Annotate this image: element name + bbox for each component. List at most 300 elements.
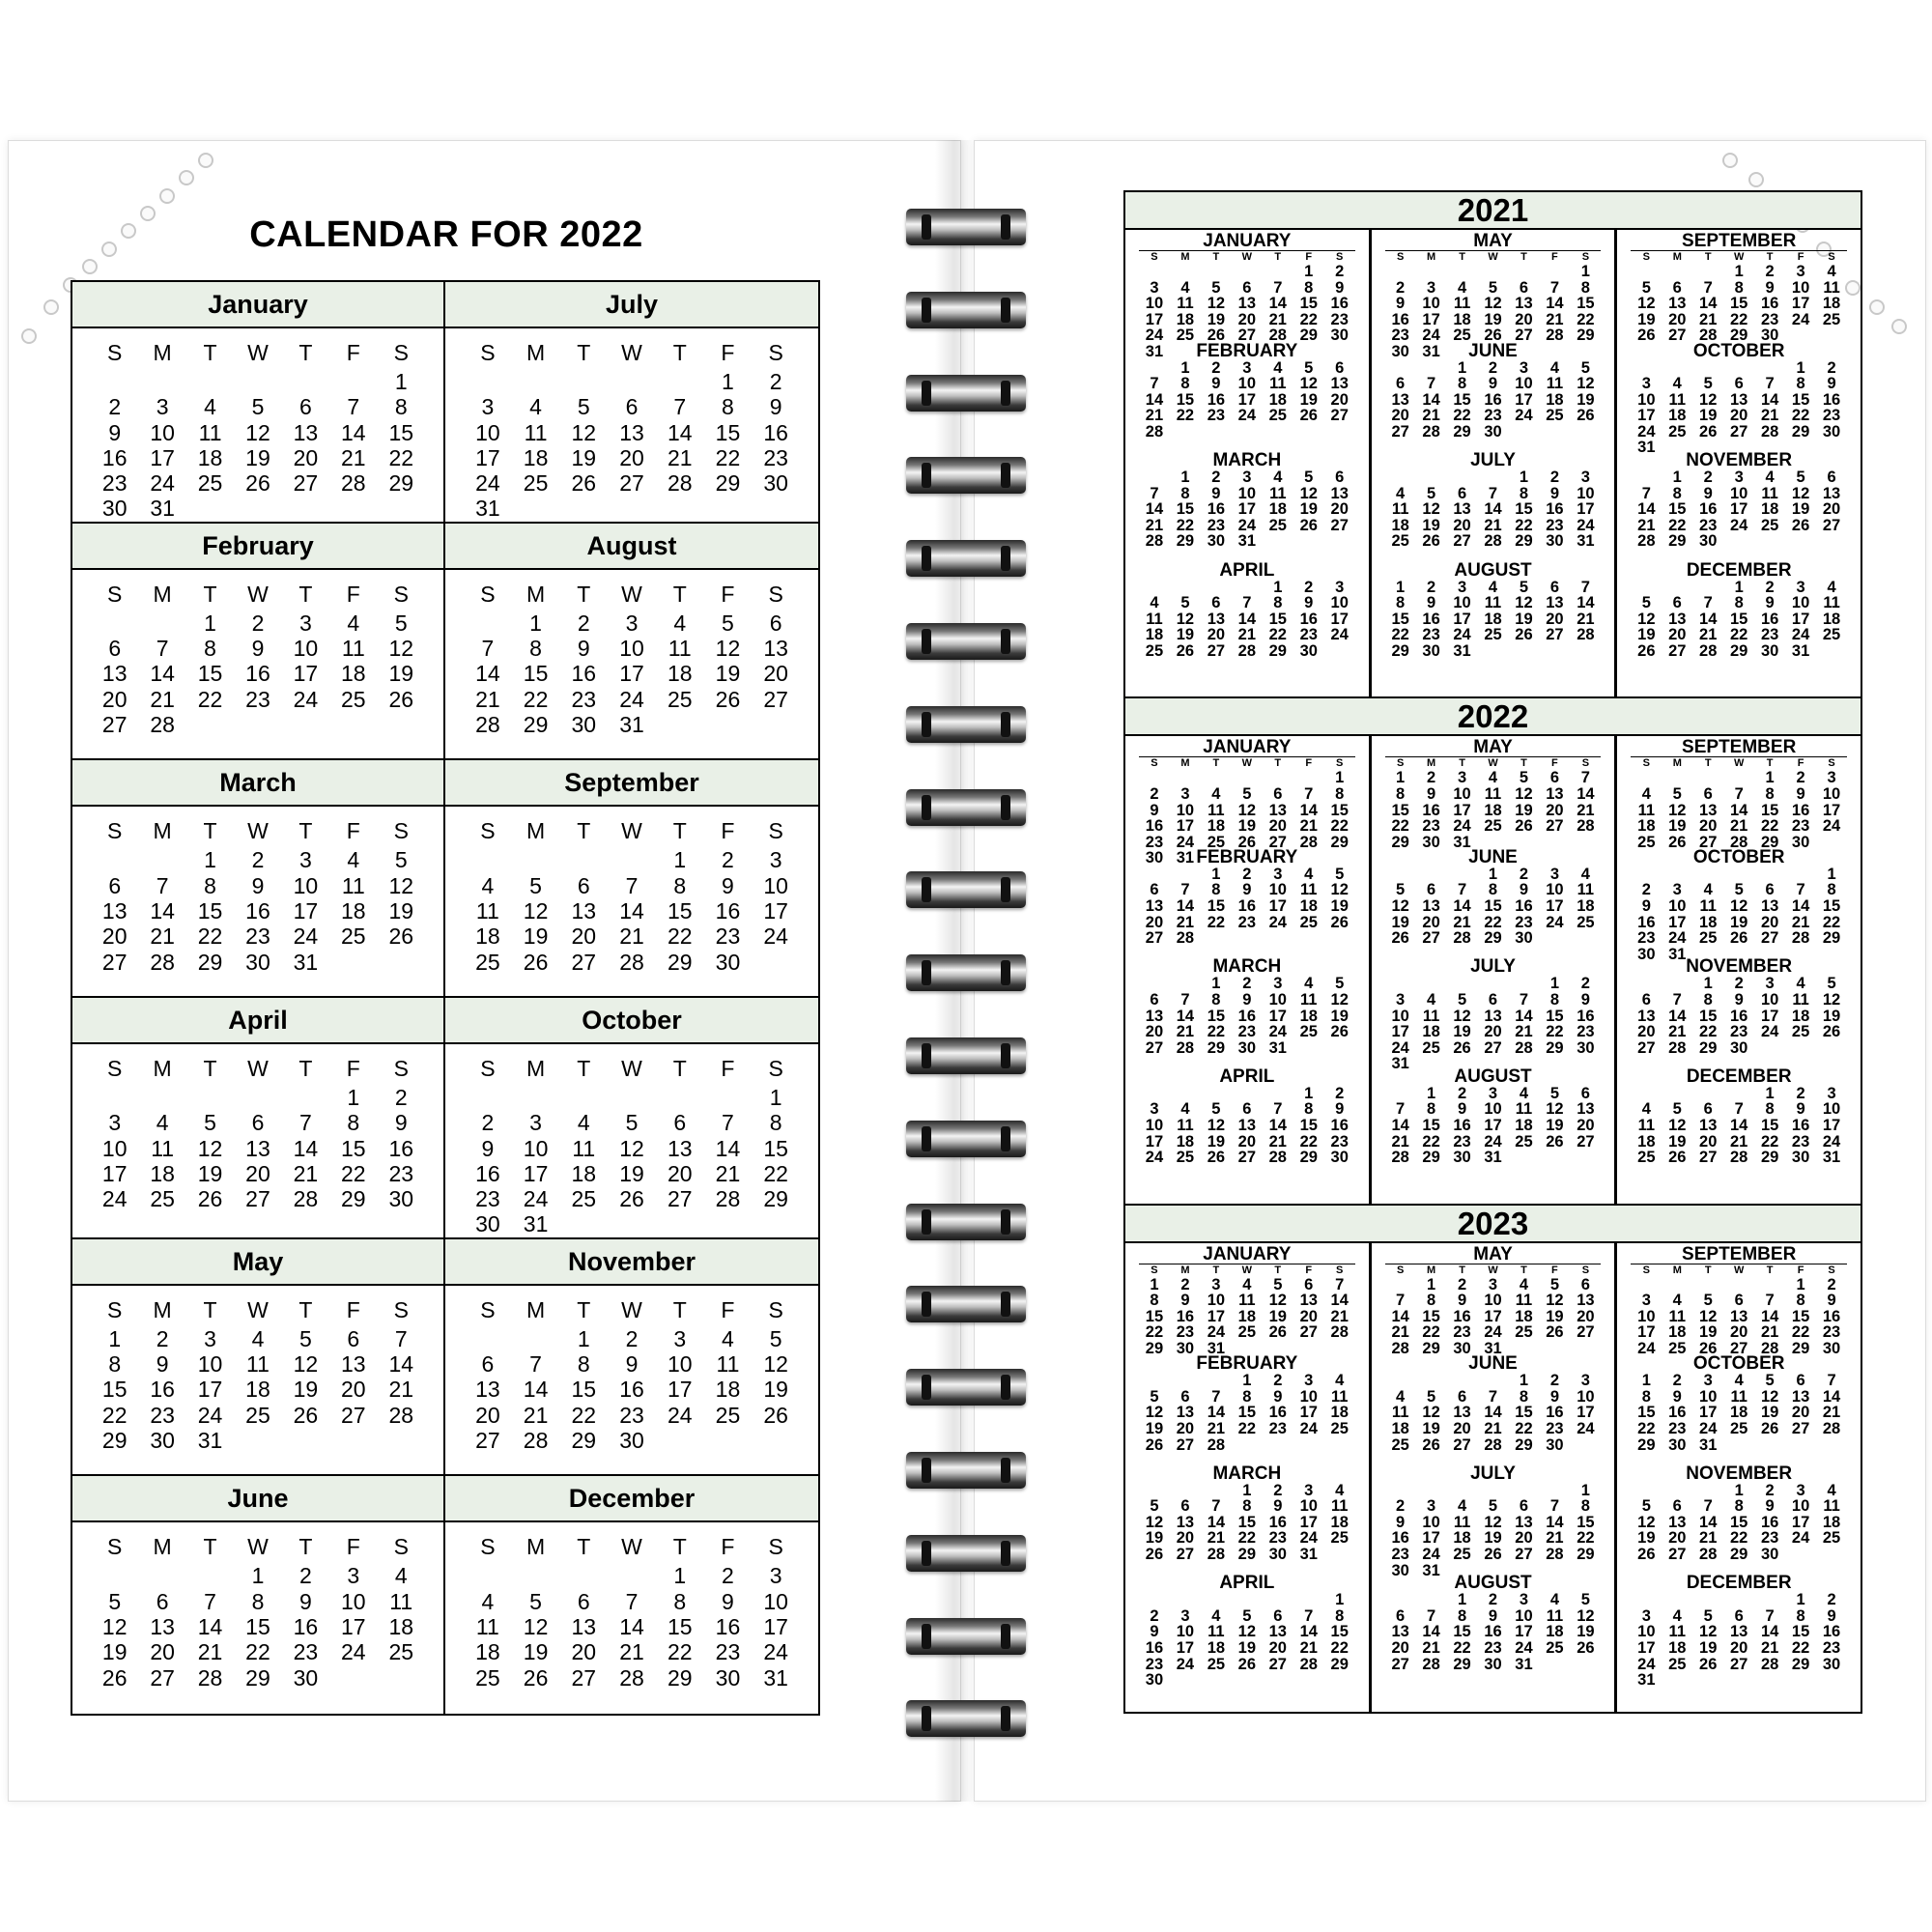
day-cell: 28 bbox=[1730, 833, 1748, 851]
day-cell: 28 bbox=[1299, 1655, 1318, 1673]
week-row bbox=[1385, 501, 1602, 518]
week-row bbox=[1631, 296, 1847, 312]
day-cell bbox=[91, 369, 138, 394]
day-cell: 10 bbox=[763, 872, 788, 898]
day-cell: 2 bbox=[1335, 263, 1345, 280]
day-cell: 5 bbox=[1549, 1275, 1559, 1293]
week-row bbox=[1631, 501, 1847, 518]
day-cell bbox=[1570, 1056, 1601, 1072]
day-cell: 11 bbox=[668, 636, 692, 662]
day-cell: 12 bbox=[1637, 610, 1656, 628]
day-cell: 13 bbox=[571, 897, 597, 923]
day-cell bbox=[1508, 424, 1539, 440]
month-july bbox=[1385, 451, 1602, 561]
day-cell: 27 bbox=[1730, 1340, 1748, 1358]
day-cell: 2 bbox=[1457, 1275, 1467, 1293]
day-cell: 5 bbox=[1488, 1497, 1498, 1516]
day-cell: 30 bbox=[1822, 1655, 1841, 1673]
day-cell: 27 bbox=[1822, 516, 1841, 534]
day-cell: 23 bbox=[475, 1186, 500, 1212]
week-row bbox=[464, 394, 800, 419]
day-cell: 30 bbox=[571, 711, 597, 737]
day-cell: 31 bbox=[1453, 833, 1471, 851]
day-cell bbox=[1631, 976, 1662, 992]
day-cell: 4 bbox=[251, 1325, 265, 1351]
day-cell: 29 bbox=[667, 1664, 693, 1690]
day-cell bbox=[1723, 1437, 1754, 1454]
day-cell: 29 bbox=[1515, 1435, 1533, 1454]
day-cell: 21 bbox=[197, 1639, 223, 1665]
day-cell: 26 bbox=[1577, 407, 1595, 425]
month-name: December bbox=[445, 1476, 818, 1522]
day-cell: 5 bbox=[299, 1325, 312, 1351]
day-cell: 14 bbox=[1730, 1117, 1748, 1135]
week-row bbox=[1385, 627, 1602, 643]
day-cell bbox=[1785, 1672, 1816, 1689]
day-cell bbox=[1816, 835, 1847, 851]
day-cell: 17 bbox=[1207, 1307, 1226, 1325]
day-cell: 24 bbox=[1822, 1132, 1841, 1151]
day-cell: 29 bbox=[1207, 1038, 1226, 1057]
month-name: September bbox=[445, 760, 818, 807]
month-april bbox=[1139, 561, 1355, 671]
day-cell: 2 bbox=[1242, 975, 1252, 993]
day-cell: 16 bbox=[1176, 1307, 1195, 1325]
day-cell: 19 bbox=[388, 661, 414, 687]
day-cell: 22 bbox=[1453, 407, 1471, 425]
day-cell bbox=[1170, 1592, 1201, 1608]
day-cell: 2 bbox=[1488, 358, 1498, 377]
spiral-coil bbox=[906, 706, 1026, 743]
day-cell: 15 bbox=[1699, 1007, 1718, 1025]
day-cell: 5 bbox=[1641, 1497, 1651, 1516]
day-cell: 3 bbox=[1457, 769, 1467, 787]
day-cell: 25 bbox=[1268, 516, 1287, 534]
day-cell: 23 bbox=[1637, 929, 1656, 948]
day-cell: 21 bbox=[150, 686, 175, 712]
day-cell bbox=[656, 1428, 704, 1453]
spiral-coil bbox=[906, 1286, 1026, 1322]
day-cell: 18 bbox=[1145, 626, 1164, 644]
day-cell: 16 bbox=[1760, 610, 1779, 628]
day-cell: 10 bbox=[1668, 897, 1687, 916]
day-cell bbox=[752, 496, 800, 521]
day-cell: 19 bbox=[1637, 1529, 1656, 1548]
day-cell: 22 bbox=[1237, 1529, 1257, 1548]
day-cell: 11 bbox=[1730, 1387, 1747, 1406]
day-cell: 10 bbox=[1699, 1387, 1718, 1406]
day-cell bbox=[1631, 1483, 1662, 1499]
weekday-label: W bbox=[1733, 1264, 1745, 1276]
day-cell: 18 bbox=[523, 444, 549, 470]
weekday-label: M bbox=[526, 1534, 546, 1560]
day-cell: 27 bbox=[341, 1402, 366, 1428]
day-cell: 18 bbox=[150, 1160, 175, 1186]
day-cell: 6 bbox=[1549, 769, 1559, 787]
day-cell: 3 bbox=[1641, 1292, 1651, 1310]
day-cell: 15 bbox=[1760, 1117, 1779, 1135]
day-cell: 20 bbox=[1637, 1023, 1656, 1041]
day-cell: 10 bbox=[523, 1135, 549, 1161]
day-cell: 29 bbox=[763, 1186, 788, 1212]
weekday-label: S bbox=[1828, 251, 1835, 263]
day-cell bbox=[1785, 1437, 1816, 1454]
day-cell: 23 bbox=[1791, 1132, 1810, 1151]
week-row bbox=[464, 661, 800, 686]
day-cell: 13 bbox=[1822, 484, 1841, 502]
day-cell: 31 bbox=[1237, 532, 1257, 551]
day-cell: 26 bbox=[715, 686, 741, 712]
day-cell bbox=[1263, 770, 1293, 786]
day-cell: 18 bbox=[571, 1160, 597, 1186]
day-cell: 4 bbox=[156, 1110, 169, 1136]
week-row bbox=[1385, 1309, 1602, 1325]
day-cell bbox=[1539, 1657, 1570, 1673]
month-name: FEBRUARY bbox=[1196, 340, 1298, 361]
week-row bbox=[1139, 1437, 1355, 1454]
day-cell: 5 bbox=[1734, 881, 1744, 899]
day-cell bbox=[1662, 1086, 1692, 1102]
week-row bbox=[1139, 1672, 1355, 1689]
day-cell: 21 bbox=[1176, 1023, 1195, 1041]
week-row bbox=[91, 661, 425, 686]
month-column bbox=[1372, 736, 1618, 1205]
day-cell: 22 bbox=[245, 1639, 270, 1665]
day-cell: 11 bbox=[1668, 1307, 1686, 1325]
day-cell: 24 bbox=[1299, 1419, 1318, 1437]
day-cell: 26 bbox=[571, 470, 597, 497]
day-cell: 18 bbox=[1207, 1638, 1226, 1657]
day-cell: 1 bbox=[577, 1325, 590, 1351]
week-row bbox=[1631, 1672, 1847, 1689]
month-column bbox=[1372, 230, 1618, 698]
week-row bbox=[1631, 264, 1847, 280]
day-cell: 18 bbox=[1791, 1007, 1810, 1025]
week-row bbox=[1139, 1515, 1355, 1531]
spiral-coil bbox=[906, 1535, 1026, 1572]
day-cell: 22 bbox=[1207, 1023, 1226, 1041]
day-cell: 14 bbox=[1760, 1307, 1779, 1325]
weekday-label: S bbox=[768, 1296, 783, 1322]
day-cell: 27 bbox=[1330, 516, 1349, 534]
day-cell: 28 bbox=[1760, 422, 1779, 440]
weekday-label: F bbox=[346, 581, 360, 607]
day-cell bbox=[1631, 264, 1662, 280]
day-cell: 29 bbox=[571, 1427, 597, 1453]
day-cell: 16 bbox=[1668, 1404, 1687, 1422]
weekday-label: T bbox=[1212, 251, 1220, 263]
day-cell: 14 bbox=[1145, 500, 1164, 519]
month-name: February bbox=[72, 524, 443, 570]
day-cell: 31 bbox=[1145, 342, 1164, 360]
day-cell bbox=[378, 1665, 425, 1690]
day-cell: 17 bbox=[1515, 390, 1533, 409]
day-cell: 6 bbox=[1396, 1606, 1406, 1625]
week-row bbox=[1631, 930, 1847, 947]
day-cell: 4 bbox=[1335, 1372, 1345, 1390]
day-cell: 13 bbox=[1145, 897, 1164, 916]
day-cell: 21 bbox=[1699, 1529, 1718, 1548]
day-cell: 1 bbox=[1580, 1481, 1590, 1499]
day-cell: 20 bbox=[475, 1402, 500, 1428]
week-row bbox=[1631, 1592, 1847, 1608]
day-cell: 25 bbox=[1299, 1023, 1318, 1041]
day-cell: 17 bbox=[1791, 610, 1810, 628]
day-cell: 29 bbox=[1176, 532, 1195, 551]
day-cell: 12 bbox=[1453, 1007, 1471, 1025]
day-cell bbox=[1232, 770, 1263, 786]
day-cell: 22 bbox=[1484, 913, 1502, 931]
day-cell: 10 bbox=[1145, 1117, 1164, 1135]
weekday-header bbox=[91, 580, 425, 611]
day-cell bbox=[1816, 533, 1847, 550]
weekday-label: M bbox=[526, 581, 546, 607]
day-cell: 27 bbox=[1176, 1435, 1195, 1454]
week-row bbox=[464, 1403, 800, 1428]
day-cell: 17 bbox=[763, 1613, 788, 1639]
day-cell: 23 bbox=[150, 1402, 175, 1428]
day-cell: 5 bbox=[529, 1588, 542, 1614]
day-cell: 13 bbox=[475, 1377, 500, 1403]
day-cell: 16 bbox=[1453, 1117, 1471, 1135]
day-cell: 8 bbox=[1427, 1292, 1436, 1310]
day-cell: 7 bbox=[1150, 484, 1159, 502]
day-cell: 24 bbox=[1299, 1529, 1318, 1548]
day-cell bbox=[1447, 469, 1478, 486]
day-cell: 25 bbox=[1637, 1149, 1656, 1167]
day-cell: 26 bbox=[1330, 913, 1349, 931]
spiral-coil bbox=[906, 1700, 1026, 1737]
day-cell: 11 bbox=[1177, 1117, 1194, 1135]
day-cell: 26 bbox=[101, 1664, 128, 1690]
weekday-label: M bbox=[1427, 1264, 1436, 1276]
day-cell: 15 bbox=[523, 661, 549, 687]
day-cell: 11 bbox=[716, 1351, 740, 1378]
day-cell: 24 bbox=[1699, 1419, 1718, 1437]
day-cell: 1 bbox=[722, 369, 734, 394]
day-cell: 22 bbox=[1268, 626, 1287, 644]
day-cell: 27 bbox=[1730, 1655, 1748, 1673]
day-cell: 29 bbox=[341, 1186, 366, 1212]
day-cell bbox=[752, 1211, 800, 1236]
day-cell: 6 bbox=[769, 610, 782, 636]
day-cell bbox=[704, 496, 753, 521]
week-row bbox=[1139, 1389, 1355, 1406]
day-cell bbox=[464, 611, 512, 636]
day-cell: 20 bbox=[1577, 1117, 1595, 1135]
day-cell: 13 bbox=[763, 636, 788, 662]
day-cell bbox=[1662, 1277, 1692, 1293]
day-cell: 10 bbox=[1822, 784, 1841, 803]
day-cell: 10 bbox=[341, 1588, 366, 1614]
day-cell: 25 bbox=[571, 1186, 597, 1212]
month-name: NOVEMBER bbox=[1686, 1463, 1793, 1484]
weekday-label: F bbox=[1797, 251, 1804, 263]
week-row bbox=[1631, 643, 1847, 660]
day-cell bbox=[234, 1085, 281, 1110]
day-cell: 30 bbox=[619, 1427, 644, 1453]
day-cell: 21 bbox=[1145, 407, 1164, 425]
day-cell: 7 bbox=[1396, 1100, 1406, 1119]
punch-hole bbox=[43, 299, 59, 315]
day-cell: 6 bbox=[1672, 594, 1682, 612]
week-row bbox=[91, 1326, 425, 1351]
day-cell bbox=[1293, 930, 1324, 947]
day-cell: 27 bbox=[101, 711, 128, 737]
day-cell: 22 bbox=[1176, 407, 1195, 425]
weekday-label: T bbox=[1520, 757, 1527, 770]
day-cell: 10 bbox=[197, 1351, 223, 1378]
day-cell bbox=[752, 1428, 800, 1453]
day-cell: 31 bbox=[1268, 1038, 1287, 1057]
day-cell: 18 bbox=[1391, 1419, 1409, 1437]
day-cell: 13 bbox=[1176, 1404, 1195, 1422]
day-cell: 4 bbox=[1488, 769, 1498, 787]
spiral-coil bbox=[906, 789, 1026, 826]
day-cell bbox=[1170, 976, 1201, 992]
week-row bbox=[1631, 518, 1847, 534]
month-column bbox=[1617, 1243, 1861, 1712]
day-cell: 31 bbox=[523, 1211, 549, 1237]
day-cell: 24 bbox=[1484, 1323, 1502, 1342]
day-cell: 17 bbox=[1577, 500, 1595, 519]
month-name: JUNE bbox=[1468, 1353, 1518, 1375]
day-cell: 26 bbox=[388, 923, 414, 950]
day-cell: 20 bbox=[1145, 913, 1164, 931]
day-cell: 19 bbox=[1145, 1419, 1164, 1437]
day-cell: 20 bbox=[1299, 1307, 1318, 1325]
day-cell: 22 bbox=[523, 686, 549, 712]
day-cell: 6 bbox=[1273, 784, 1283, 803]
day-cell: 31 bbox=[1176, 849, 1195, 867]
day-cell: 29 bbox=[1577, 1546, 1595, 1564]
day-cell: 25 bbox=[388, 1639, 414, 1665]
day-cell: 4 bbox=[1242, 1275, 1252, 1293]
day-cell: 12 bbox=[1699, 390, 1718, 409]
day-cell: 9 bbox=[1734, 990, 1744, 1009]
day-cell: 26 bbox=[1330, 1023, 1349, 1041]
day-cell: 20 bbox=[1730, 1323, 1748, 1342]
day-cell: 20 bbox=[763, 661, 788, 687]
week-row bbox=[1385, 611, 1602, 628]
day-cell: 8 bbox=[1641, 1387, 1651, 1406]
month-days bbox=[72, 1286, 443, 1453]
day-cell: 30 bbox=[1546, 532, 1564, 551]
month-name: October bbox=[445, 998, 818, 1044]
day-cell: 6 bbox=[1211, 594, 1221, 612]
day-cell: 10 bbox=[293, 872, 319, 898]
day-cell: 3 bbox=[1335, 578, 1345, 596]
day-cell: 23 bbox=[101, 470, 128, 497]
punch-hole bbox=[21, 328, 37, 344]
day-cell: 20 bbox=[1237, 1132, 1257, 1151]
month-name: March bbox=[72, 760, 443, 807]
day-cell: 13 bbox=[1422, 897, 1440, 916]
day-cell: 8 bbox=[673, 1588, 687, 1614]
day-cell: 28 bbox=[1422, 1655, 1440, 1673]
day-cell bbox=[1478, 976, 1509, 992]
day-cell: 27 bbox=[475, 1427, 500, 1453]
day-cell bbox=[1293, 1437, 1324, 1454]
weekday-label: M bbox=[1180, 251, 1190, 263]
day-cell: 28 bbox=[1268, 327, 1287, 345]
day-cell: 23 bbox=[1822, 407, 1841, 425]
week-row bbox=[1631, 1437, 1847, 1454]
month-august bbox=[1385, 1574, 1602, 1684]
week-row bbox=[1385, 992, 1602, 1009]
day-cell: 20 bbox=[1391, 407, 1409, 425]
day-cell bbox=[1447, 1373, 1478, 1389]
weekday-label: F bbox=[1551, 757, 1558, 770]
day-cell: 8 bbox=[1457, 375, 1467, 393]
day-cell: 1 bbox=[1580, 263, 1590, 280]
weekday-label: M bbox=[153, 1056, 172, 1081]
day-cell: 24 bbox=[1268, 1023, 1287, 1041]
day-cell: 19 bbox=[1207, 310, 1226, 328]
day-cell: 18 bbox=[1268, 500, 1287, 519]
day-cell: 6 bbox=[1457, 1387, 1467, 1406]
month-days bbox=[445, 328, 818, 522]
day-cell: 3 bbox=[1304, 1372, 1314, 1390]
day-cell: 12 bbox=[1422, 1404, 1440, 1422]
day-cell bbox=[1201, 770, 1232, 786]
weekday-label: T bbox=[672, 1534, 687, 1560]
day-cell: 16 bbox=[1760, 1513, 1779, 1531]
day-cell: 5 bbox=[1641, 594, 1651, 612]
day-cell: 16 bbox=[1237, 897, 1257, 916]
week-row bbox=[1631, 1101, 1847, 1118]
day-cell: 8 bbox=[1396, 784, 1406, 803]
day-cell: 28 bbox=[1730, 1149, 1748, 1167]
month-column bbox=[1617, 736, 1861, 1205]
weekday-label: T bbox=[203, 1056, 217, 1081]
day-cell bbox=[1416, 1483, 1447, 1499]
day-cell bbox=[1416, 1056, 1447, 1072]
day-cell: 30 bbox=[1760, 327, 1779, 345]
weekday-label: W bbox=[1733, 757, 1745, 770]
day-cell: 19 bbox=[571, 444, 597, 470]
day-cell: 5 bbox=[1242, 1606, 1252, 1625]
day-cell: 17 bbox=[1822, 801, 1841, 819]
day-cell: 2 bbox=[1427, 769, 1436, 787]
day-cell: 30 bbox=[388, 1186, 414, 1212]
day-cell: 7 bbox=[1580, 769, 1590, 787]
day-cell bbox=[512, 847, 560, 872]
week-row bbox=[1385, 376, 1602, 392]
day-cell bbox=[1293, 1672, 1324, 1689]
weekday-header bbox=[464, 1054, 800, 1085]
day-cell: 2 bbox=[1273, 1372, 1283, 1390]
day-cell: 29 bbox=[1453, 422, 1471, 440]
day-cell: 25 bbox=[475, 1664, 500, 1690]
day-cell: 24 bbox=[667, 1402, 693, 1428]
day-cell: 12 bbox=[1422, 500, 1440, 519]
day-cell: 12 bbox=[1760, 1387, 1779, 1406]
spiral-coil bbox=[906, 1369, 1026, 1406]
day-cell bbox=[1539, 643, 1570, 660]
day-cell: 6 bbox=[1519, 1497, 1529, 1516]
day-cell bbox=[1385, 264, 1416, 280]
day-cell bbox=[1478, 1483, 1509, 1499]
day-cell: 28 bbox=[1577, 817, 1595, 836]
day-cell: 22 bbox=[1515, 1419, 1533, 1437]
day-cell: 3 bbox=[1796, 578, 1805, 596]
day-cell: 14 bbox=[293, 1135, 319, 1161]
day-cell: 30 bbox=[715, 949, 741, 975]
day-cell: 14 bbox=[1207, 1513, 1226, 1531]
day-cell: 2 bbox=[1457, 1084, 1467, 1102]
day-cell: 25 bbox=[1330, 1529, 1349, 1548]
